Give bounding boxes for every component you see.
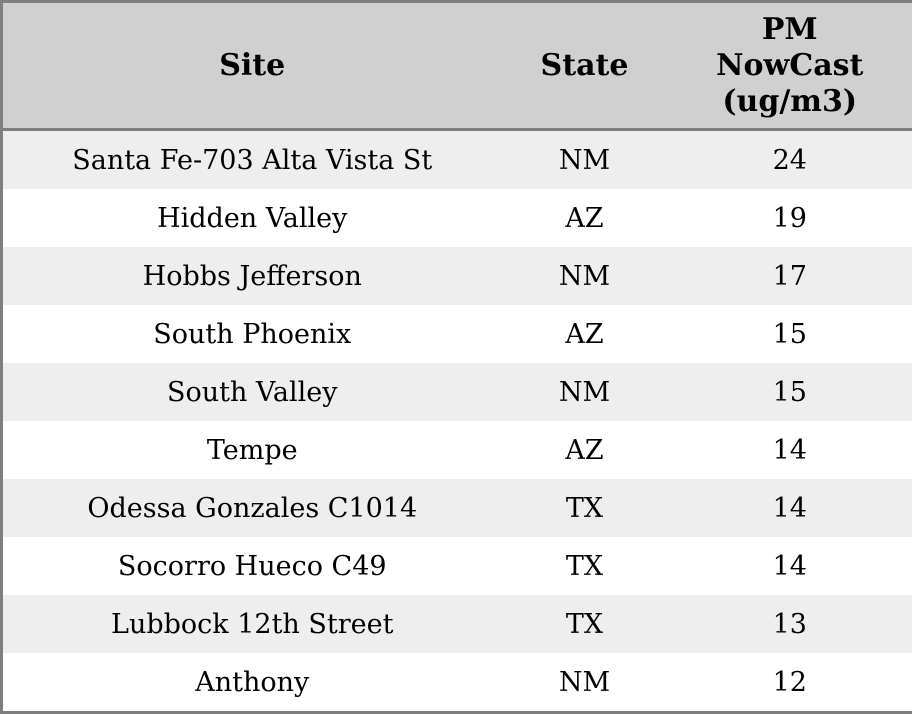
cell-state: AZ [502, 421, 668, 479]
cell-state: AZ [502, 305, 668, 363]
cell-pm-nowcast: 14 [668, 421, 912, 479]
cell-pm-nowcast: 13 [668, 595, 912, 653]
cell-site: Santa Fe-703 Alta Vista St [2, 130, 502, 190]
cell-pm-nowcast: 12 [668, 653, 912, 713]
cell-site: Hidden Valley [2, 189, 502, 247]
column-header-state: State [502, 2, 668, 130]
cell-state: NM [502, 130, 668, 190]
cell-site: Socorro Hueco C49 [2, 537, 502, 595]
header-row [2, 2, 912, 130]
table-row [2, 653, 912, 713]
cell-state: AZ [502, 189, 668, 247]
cell-state: NM [502, 363, 668, 421]
table-row [2, 189, 912, 247]
cell-pm-nowcast: 14 [668, 537, 912, 595]
table-row [2, 421, 912, 479]
cell-pm-nowcast: 15 [668, 305, 912, 363]
table-row [2, 363, 912, 421]
table-row [2, 305, 912, 363]
column-header-pm-nowcast-label: PM NowCast (ug/m3) [705, 12, 875, 120]
cell-site: South Phoenix [2, 305, 502, 363]
cell-site: Odessa Gonzales C1014 [2, 479, 502, 537]
cell-state: NM [502, 653, 668, 713]
table-row [2, 479, 912, 537]
cell-state: TX [502, 537, 668, 595]
table-row [2, 130, 912, 190]
cell-site: Anthony [2, 653, 502, 713]
cell-pm-nowcast: 19 [668, 189, 912, 247]
cell-pm-nowcast: 24 [668, 130, 912, 190]
cell-state: TX [502, 595, 668, 653]
cell-state: TX [502, 479, 668, 537]
table-header [2, 2, 912, 130]
cell-site: Lubbock 12th Street [2, 595, 502, 653]
cell-pm-nowcast: 17 [668, 247, 912, 305]
column-header-pm-nowcast [668, 2, 912, 130]
table-row [2, 247, 912, 305]
cell-site: Hobbs Jefferson [2, 247, 502, 305]
cell-site: South Valley [2, 363, 502, 421]
table-row [2, 537, 912, 595]
column-header-site: Site [2, 2, 502, 130]
table-row [2, 595, 912, 653]
cell-pm-nowcast: 14 [668, 479, 912, 537]
table-body [2, 130, 912, 713]
cell-pm-nowcast: 15 [668, 363, 912, 421]
cell-site: Tempe [2, 421, 502, 479]
cell-state: NM [502, 247, 668, 305]
